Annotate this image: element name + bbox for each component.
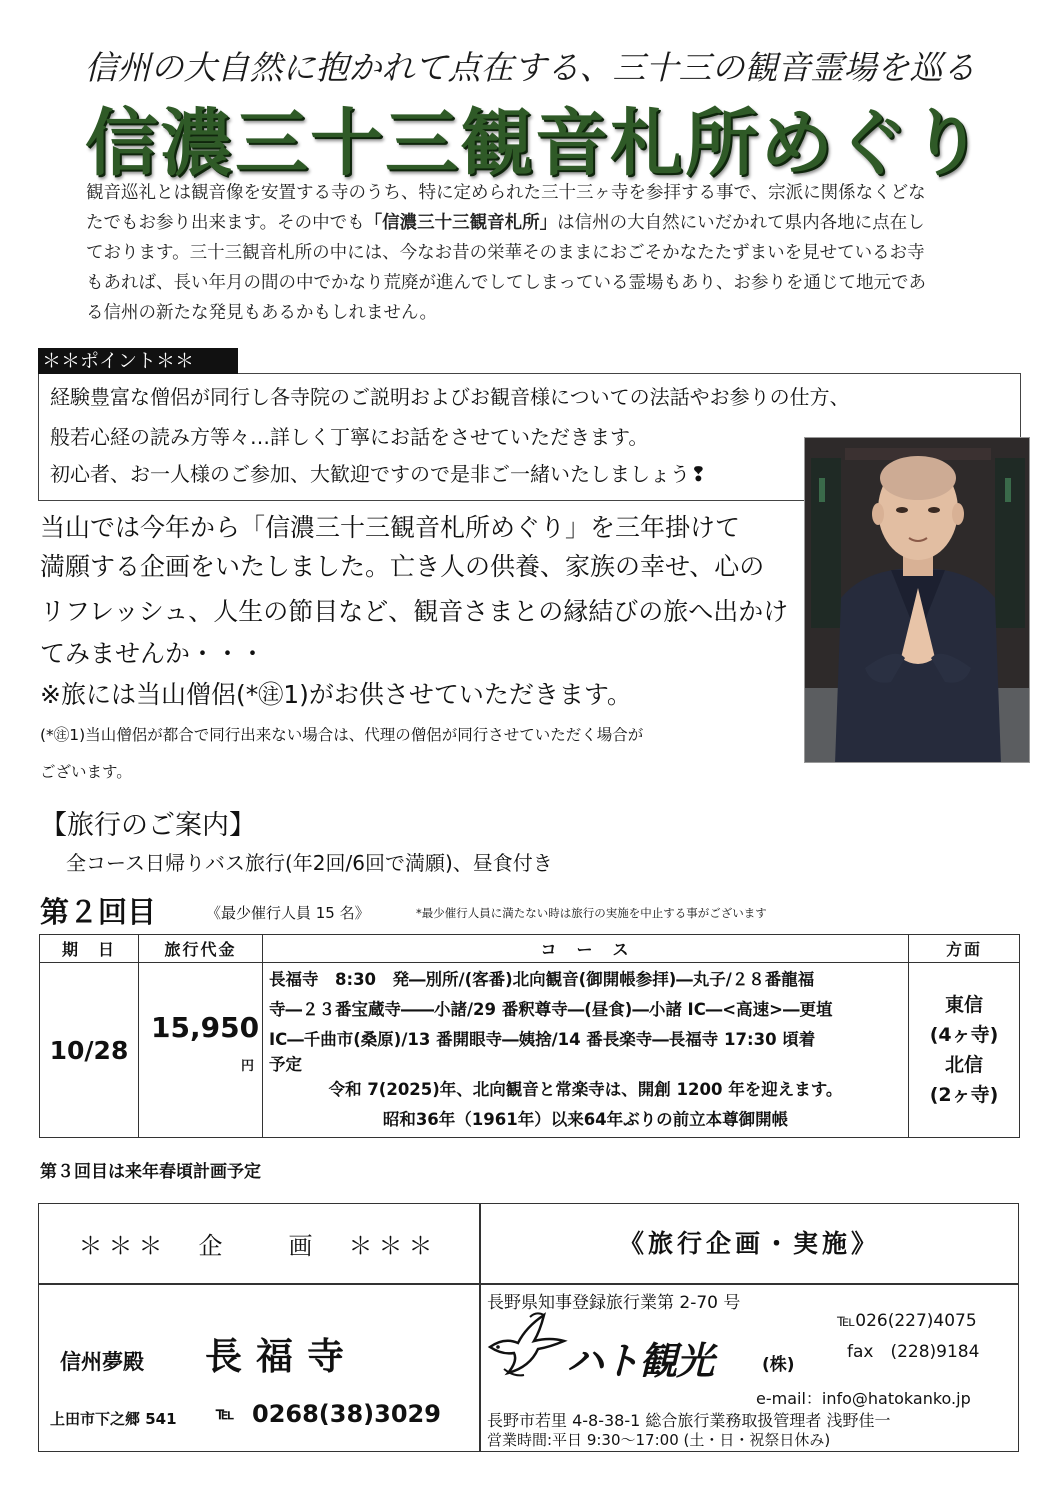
temple-name: 長福寺: [205, 1335, 358, 1378]
intro-text: たでもお参り出来ます。その中でも: [86, 213, 365, 233]
plan-heading: ＊＊＊ 企 画 ＊＊＊: [78, 1232, 439, 1260]
course-line: 長福寺 8:30 発―別所/(客番)北向観音(御開帳参拝)―丸子/２８番龍福: [269, 970, 815, 989]
intro-text: は信州の大自然にいだかれて県内各地に点在し: [557, 213, 925, 233]
intro-line: ております。三十三観音札所の中には、今なお昔の栄華そのままにおごそかなたたずまいを見せているお寺: [86, 243, 925, 263]
table-row: [40, 963, 1020, 1138]
intro-line: る信州の新たな発見もあるかもしれません。: [86, 303, 438, 323]
phone-icon: ℡: [216, 1404, 235, 1424]
intro-line: もあれば、長い年月の間の中でかなり荒廃が進んでしてしまっている霊場もあり、お参りを通じて地元であ: [86, 273, 926, 293]
price-unit: 円: [240, 1059, 254, 1074]
direction-line: (2ヶ寺): [929, 1084, 999, 1106]
trip-price: 15,950: [151, 1011, 260, 1044]
temple-phone: 0268(38)3029: [252, 1400, 441, 1428]
agency-kabu: (株): [762, 1355, 795, 1375]
agency-fax: fax (228)9184: [847, 1342, 980, 1362]
point-line: 初心者、お一人様のご参加、大歓迎ですので是非ご一緒いたしましょう❢: [50, 462, 707, 486]
agency-address: 長野市若里 4-8-38-1 総合旅行業務取扱管理者 浅野佳一: [487, 1411, 891, 1430]
body-line: ※旅には当山僧侶(*㊟1)がお供させていただきます。: [40, 680, 632, 709]
intro-line: 観音巡礼とは観音像を安置する寺のうち、特に定められた三十三ヶ寺を参拝する事で、宗派に関係なくどな: [86, 183, 926, 203]
temple-address: 上田市下之郷 541: [50, 1410, 177, 1428]
agency-hours: 営業時間:平日 9:30～17:00 (土・日・祝祭日休み): [487, 1431, 831, 1449]
trip-table: [39, 934, 1020, 1138]
point-tag: ＊＊ポイント＊＊: [38, 348, 238, 374]
agency-phone: ℡026(227)4075: [837, 1311, 977, 1331]
point-line: 般若心経の読み方等々…詳しく丁寧にお話をさせていただきます。: [50, 425, 649, 449]
body-line: てみませんか・・・: [40, 639, 266, 668]
trip-course: [263, 963, 909, 1138]
intro-line: [86, 208, 991, 238]
footer-divider: [38, 1283, 1019, 1285]
agency-email: e-mail：info@hatokanko.jp: [756, 1389, 971, 1408]
intro-highlight: 「信濃三十三観音札所」: [364, 213, 558, 233]
trip-date: 10/28: [40, 963, 139, 1138]
min-people: 《最少催行人員 15 名》: [206, 904, 370, 922]
footnote-line: ございます。: [40, 763, 132, 781]
agency-logo: ハト観光: [566, 1339, 714, 1383]
intro-paragraph: [86, 178, 991, 328]
next-round-note: 第３回目は来年春頃計画予定: [40, 1162, 261, 1182]
body-line: 当山では今年から「信濃三十三観音札所めぐり」を三年掛けて: [40, 513, 741, 542]
course-line: 予定: [269, 1055, 302, 1074]
monk-photo: [804, 437, 1030, 763]
body-line: 満願する企画をいたしました。亡き人の供養、家族の幸せ、心の: [40, 552, 765, 581]
header-price: 旅行代金: [139, 935, 263, 963]
direction-line: (4ヶ寺): [929, 1024, 999, 1046]
guide-summary: 全コース日帰りバス旅行(年2回/6回で満願)、昼食付き: [66, 851, 553, 875]
guide-heading: 【旅行のご案内】: [40, 810, 256, 841]
min-people-note: *最少催行人員に満たない時は旅行の実施を中止する事がございます: [416, 906, 767, 920]
direction-line: 東信: [944, 994, 983, 1016]
course-note: 昭和36年（1961年）以来64年ぶりの前立本尊御開帳: [382, 1110, 789, 1129]
header-date: 期 日: [40, 935, 139, 963]
direction-line: 北信: [944, 1054, 983, 1076]
agency-registration: 長野県知事登録旅行業第 2-70 号: [487, 1293, 741, 1313]
body-line: リフレッシュ、人生の節目など、観音さまとの縁結びの旅へ出かけ: [40, 597, 789, 626]
course-line: IC―千曲市(桑原)/13 番開眼寺―姨捨/14 番長楽寺―長福寺 17:30 頃着: [269, 1030, 816, 1049]
header-course: コ ー ス: [263, 935, 909, 963]
course-line: 寺―２３番宝蔵寺――小諸/29 番釈尊寺―(昼食)―小諸 IC―<高速>―更埴: [269, 1000, 833, 1019]
agency-heading: 《旅行企画・実施》: [618, 1229, 880, 1258]
course-note: 令和 7(2025)年、北向観音と常楽寺は、開創 1200 年を迎えます。: [328, 1080, 843, 1099]
dove-icon: [484, 1307, 570, 1383]
header-direction: 方面: [909, 935, 1020, 963]
round-title: 第２回目: [40, 895, 157, 929]
trip-price-cell: [139, 963, 263, 1138]
monk-illustration: [805, 438, 1030, 763]
point-line: 経験豊富な僧侶が同行し各寺院のご説明およびお観音様についての法話やお参りの仕方、: [50, 385, 850, 409]
temple-prefix: 信州夢殿: [60, 1350, 144, 1374]
page-title: 信濃三十三観音札所めぐり: [85, 101, 985, 186]
trip-direction: [909, 963, 1020, 1138]
footnote-line: (*㊟1)当山僧侶が都合で同行出来ない場合は、代理の僧侶が同行させていただく場合が: [40, 726, 644, 744]
table-header-row: [40, 935, 1020, 963]
subtitle: 信州の大自然に抱かれて点在する、三十三の観音霊場を巡る: [84, 48, 976, 87]
